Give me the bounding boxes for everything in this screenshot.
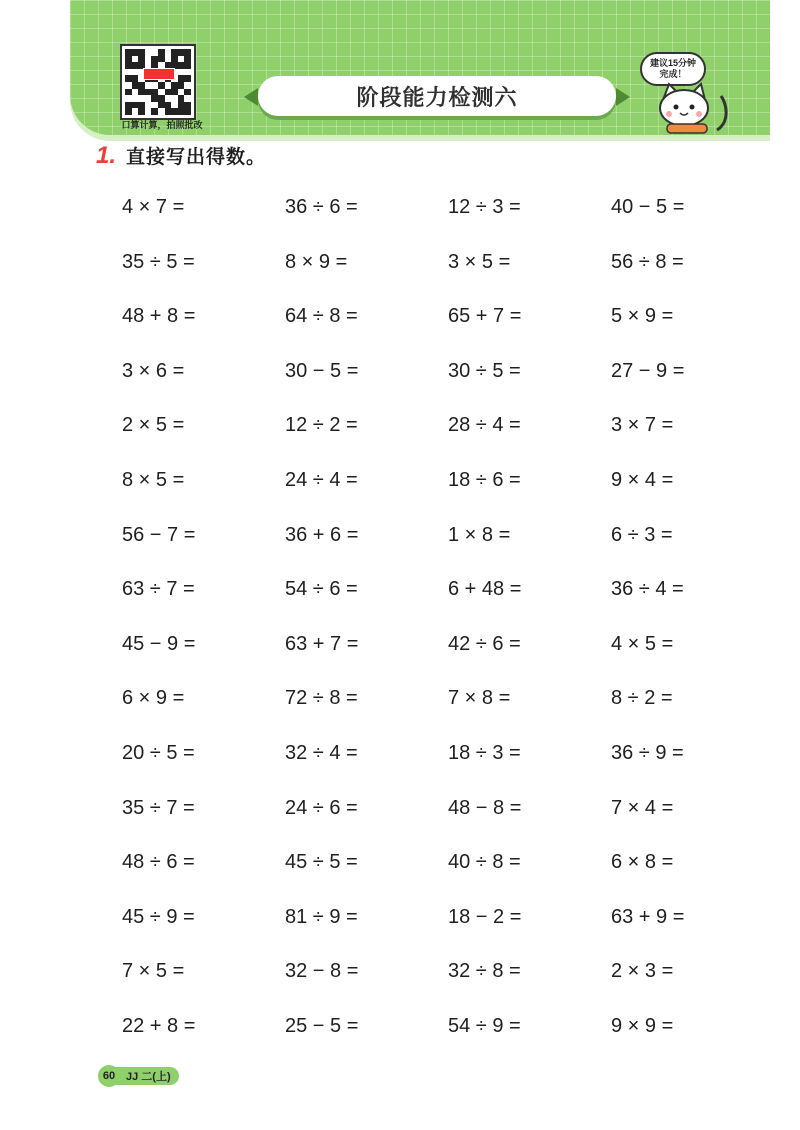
math-problem: 4 × 5 = [611,632,674,655]
math-problem: 1 × 8 = [448,523,511,546]
math-problem: 32 ÷ 8 = [448,960,521,983]
math-problem: 36 ÷ 4 = [611,578,684,601]
cat-mascot-icon [655,82,735,134]
math-problem: 48 ÷ 6 = [122,851,195,874]
math-problem: 36 + 6 = [285,523,359,546]
math-problem: 8 × 5 = [122,468,185,491]
qr-logo-badge [143,68,175,80]
math-problem: 48 + 8 = [122,305,196,328]
math-problem: 56 ÷ 8 = [611,250,684,273]
question-heading [96,142,266,170]
math-problem: 32 − 8 = [285,960,359,983]
math-problem: 8 × 9 = [285,250,348,273]
math-problem: 7 × 8 = [448,687,511,710]
math-problem: 36 ÷ 9 = [611,741,684,764]
math-problem: 6 + 48 = [448,578,522,601]
math-problem: 40 ÷ 8 = [448,851,521,874]
question-number: 1. [96,142,117,169]
math-problem: 54 ÷ 9 = [448,1014,521,1037]
math-problem: 64 ÷ 8 = [285,305,358,328]
math-problem: 2 × 5 = [122,414,185,437]
math-problem: 40 − 5 = [611,196,685,218]
page-number: 60 [98,1065,120,1087]
math-problem: 4 × 7 = [122,196,185,218]
math-problem: 7 × 4 = [611,796,674,819]
math-problem: 18 − 2 = [448,905,522,928]
time-tip-bubble [640,52,706,86]
math-problem: 7 × 5 = [122,960,185,983]
problem-grid [122,189,722,1063]
math-problem: 45 − 9 = [122,632,196,655]
math-problem: 45 ÷ 5 = [285,851,358,874]
math-problem: 63 + 9 = [611,905,685,928]
math-problem: 3 × 5 = [448,250,511,273]
time-tip-text: 建议15分钟完成！ [649,58,696,79]
math-problem: 6 × 9 = [122,687,185,710]
math-problem: 5 × 9 = [611,305,674,328]
math-problem: 3 × 7 = [611,414,674,437]
math-problem: 9 × 9 = [611,1014,674,1037]
math-problem: 8 ÷ 2 = [611,687,673,710]
math-problem: 9 × 4 = [611,468,674,491]
math-problem: 3 × 6 = [122,359,185,382]
math-problem: 24 ÷ 6 = [285,796,358,819]
math-problem: 6 ÷ 3 = [611,523,673,546]
math-problem: 63 ÷ 7 = [122,578,195,601]
math-problem: 42 ÷ 6 = [448,632,521,655]
math-problem: 18 ÷ 6 = [448,468,521,491]
math-problem: 12 ÷ 3 = [448,196,521,218]
math-problem: 36 ÷ 6 = [285,196,358,218]
math-problem: 20 ÷ 5 = [122,741,195,764]
qr-code-icon[interactable] [120,44,196,120]
math-problem: 48 − 8 = [448,796,522,819]
math-problem: 25 − 5 = [285,1014,359,1037]
math-problem: 18 ÷ 3 = [448,741,521,764]
math-problem: 30 ÷ 5 = [448,359,521,382]
question-instruction: 直接写出得数。 [126,147,267,168]
math-problem: 81 ÷ 9 = [285,905,358,928]
math-problem: 27 − 9 = [611,359,685,382]
math-problem: 72 ÷ 8 = [285,687,358,710]
math-problem: 54 ÷ 6 = [285,578,358,601]
math-problem: 6 × 8 = [611,851,674,874]
math-problem: 32 ÷ 4 = [285,741,358,764]
math-problem: 56 − 7 = [122,523,196,546]
math-problem: 30 − 5 = [285,359,359,382]
math-problem: 12 ÷ 2 = [285,414,358,437]
page-footer [98,1065,179,1087]
math-problem: 2 × 3 = [611,960,674,983]
math-problem: 24 ÷ 4 = [285,468,358,491]
qr-caption: 口算计算，拍照批改 [121,120,203,130]
title-banner [258,76,616,116]
math-problem: 28 ÷ 4 = [448,414,521,437]
math-problem: 35 ÷ 7 = [122,796,195,819]
math-problem: 35 ÷ 5 = [122,250,195,273]
math-problem: 65 + 7 = [448,305,522,328]
math-problem: 63 + 7 = [285,632,359,655]
math-problem: 45 ÷ 9 = [122,905,195,928]
math-problem: 22 + 8 = [122,1014,196,1037]
page-title: 阶段能力检测六 [356,84,518,110]
grade-label: JJ 二(上) [114,1067,179,1085]
